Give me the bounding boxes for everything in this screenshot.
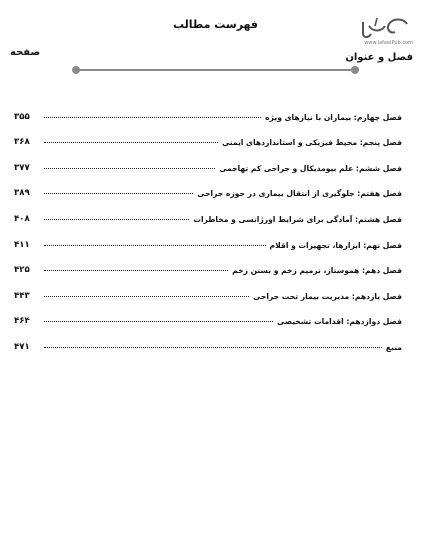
dot-leader bbox=[44, 168, 215, 169]
page-column-header: صفحه bbox=[10, 47, 41, 58]
toc-row[interactable] bbox=[14, 122, 402, 148]
toc-row[interactable] bbox=[14, 147, 402, 173]
toc-page: ۳۸۹ bbox=[14, 188, 30, 199]
dot-leader bbox=[44, 296, 249, 297]
toc-label: فصل ششم: علم بیومدیکال و جراحی کم تهاجمی bbox=[219, 163, 402, 173]
toc-page: ۳۷۷ bbox=[14, 162, 30, 173]
dot-leader bbox=[44, 117, 261, 118]
toc-row[interactable] bbox=[14, 275, 402, 301]
divider bbox=[75, 69, 357, 71]
divider-dot bbox=[72, 66, 80, 74]
toc-page: ۳۵۵ bbox=[14, 111, 30, 122]
table-of-contents bbox=[14, 96, 402, 352]
toc-row[interactable] bbox=[14, 96, 402, 122]
toc-label: منبع bbox=[385, 342, 402, 352]
dot-leader bbox=[44, 321, 273, 322]
toc-label: فصل دهم: هموستاز، ترمیم زخم و بستن زخم bbox=[232, 266, 402, 276]
toc-row[interactable] bbox=[14, 326, 402, 352]
toc-page: ۳۶۸ bbox=[14, 137, 30, 148]
page-title: فهرست مطالب bbox=[172, 18, 259, 31]
toc-page: ۴۲۵ bbox=[14, 265, 30, 276]
toc-page: ۴۰۸ bbox=[14, 213, 30, 224]
toc-row[interactable] bbox=[14, 224, 402, 250]
toc-label: فصل یازدهم: مدیریت بیمار تحت جراحی bbox=[253, 291, 402, 301]
toc-row[interactable] bbox=[14, 250, 402, 276]
divider-dot bbox=[351, 66, 359, 74]
toc-label: فصل هشتم: آمادگی برای شرایط اورژانسی و مخاطرات bbox=[193, 214, 402, 224]
toc-row[interactable] bbox=[14, 301, 402, 327]
dot-leader bbox=[44, 142, 218, 143]
toc-label: فصل دوازدهم: اقدامات تشخیصی bbox=[277, 317, 402, 327]
toc-label: فصل چهارم: بیماران با نیازهای ویژه bbox=[265, 112, 402, 122]
toc-page: ۴۷۱ bbox=[14, 341, 30, 352]
toc-row[interactable] bbox=[14, 198, 402, 224]
toc-page: ۴۶۴ bbox=[14, 316, 30, 327]
chapter-column-header: فصل و عنوان bbox=[345, 52, 413, 63]
toc-label: فصل هفتم: جلوگیری از انتقال بیماری در حوزه جراحی bbox=[197, 189, 402, 199]
toc-label: فصل نهم: ابزارها، تجهیزات و اقلام bbox=[269, 240, 402, 250]
dot-leader bbox=[44, 347, 382, 348]
toc-page: ۴۴۳ bbox=[14, 290, 30, 301]
dot-leader bbox=[44, 193, 193, 194]
dot-leader bbox=[44, 270, 228, 271]
dot-leader bbox=[44, 219, 189, 220]
toc-row[interactable] bbox=[14, 173, 402, 199]
toc-page: ۴۱۱ bbox=[14, 239, 30, 250]
dot-leader bbox=[44, 245, 266, 246]
logo-site: www.lafaelPub.com bbox=[364, 40, 413, 46]
toc-label: فصل پنجم: محیط فیزیکی و استانداردهای ایمنی bbox=[222, 138, 402, 148]
